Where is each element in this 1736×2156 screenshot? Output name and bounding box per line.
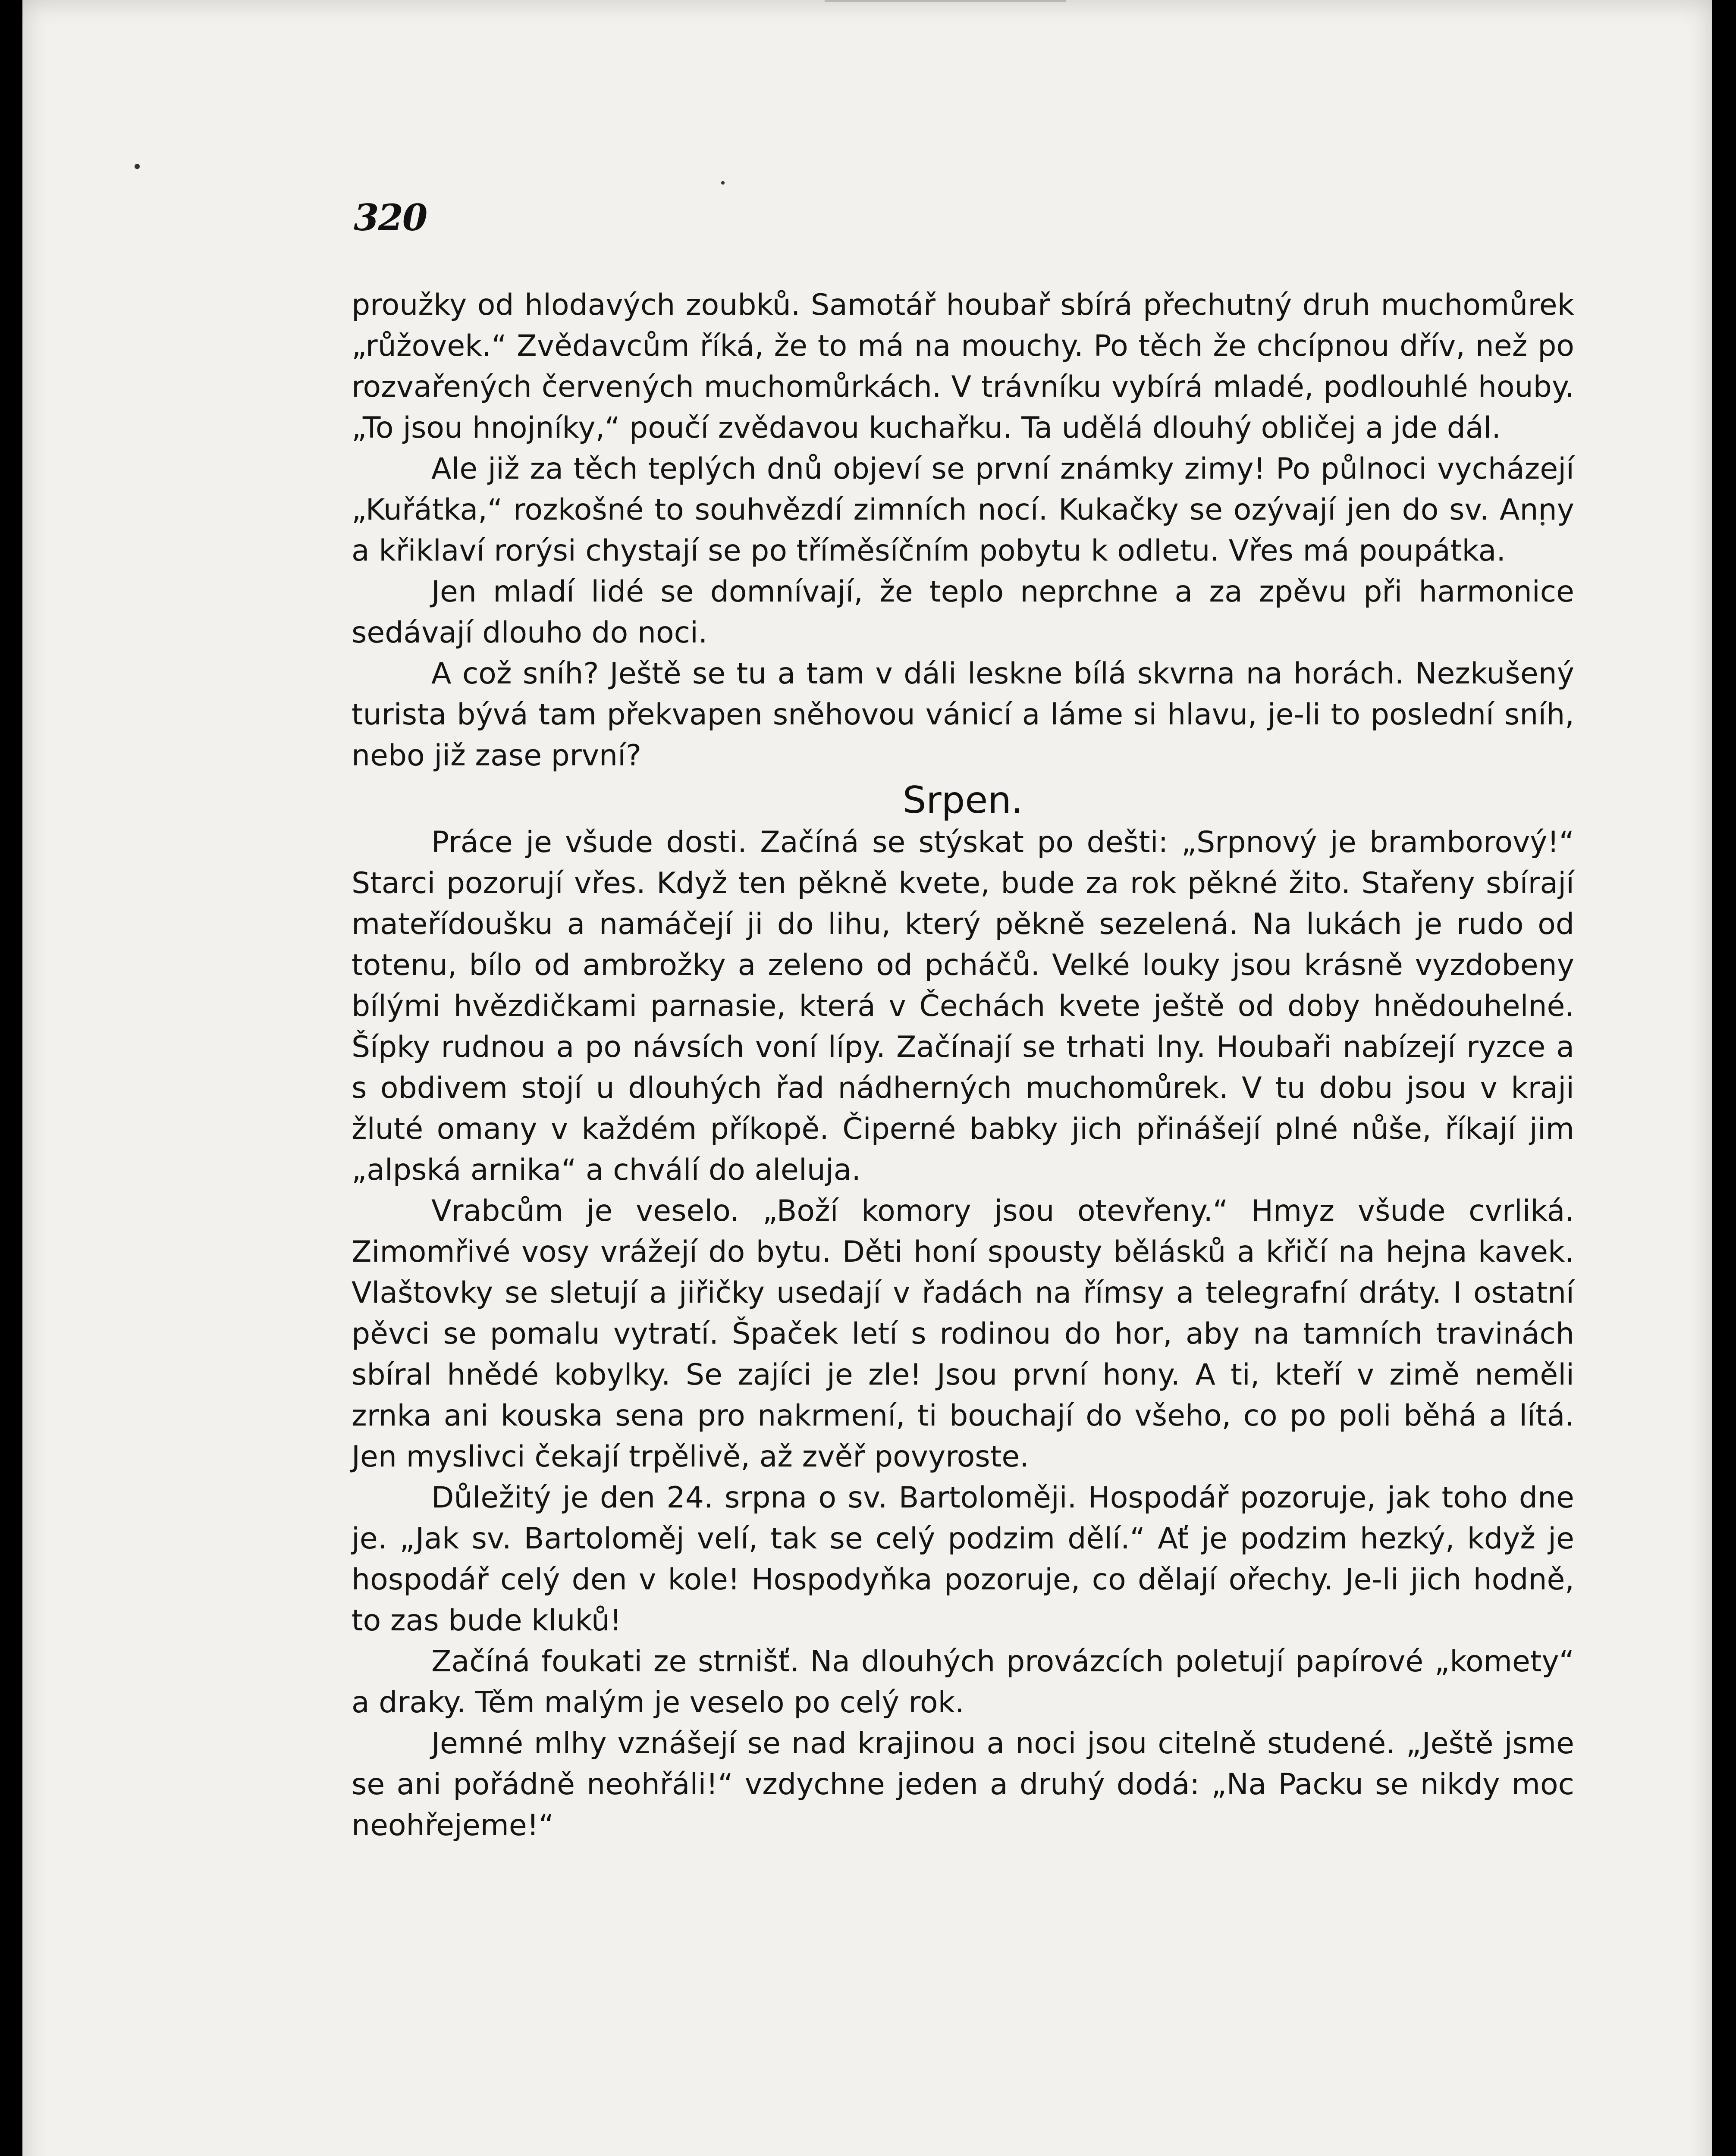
paragraph: Začíná foukati ze strnišť. Na dlouhých provázcích poletují papírové „komety“ a draky. Těm malým je veselo po celý rok.	[352, 1645, 1574, 1720]
section-heading: Srpen.	[902, 779, 1023, 822]
paragraph: Práce je všude dosti. Začíná se stýskat po dešti: „Srpnový je bramborový!“ Starci pozorují vřes. Když ten pěkně kvete, bude za rok pěkné žito. Stařeny sbírají mateřídoušku a namáčejí ji do lihu, který pěkně sezelená. Na lukách je rudo od totenu, bílo od ambrožky a zeleno od pcháčů. Velké louky jsou krásně vyzdobeny bílými hvězdičkami parnasie, která v Čechách kvete ještě od doby hnědouhelné. Šípky rudnou a po návsích voní lípy. Začínají se trhati lny. Houbaři nabízejí ryzce a s obdivem stojí u dlouhých řad nádherných muchomůrek. V tu dobu jsou v kraji žluté omany v každém příkopě. Čiperné babky jich přinášejí plné nůše, říkají jim „alpská arnika“ a chválí do aleluja.	[352, 825, 1574, 1187]
paragraph: Jen mladí lidé se domnívají, že teplo neprchne a za zpěvu při harmonice sedávají dlouho do noci.	[352, 575, 1574, 650]
paragraph: Vrabcům je veselo. „Boží komory jsou otevřeny.“ Hmyz všude cvrliká. Zimomřivé vosy vrážejí do bytu. Děti honí spousty bělásků a křičí na hejna kavek. Vlaštovky se sletují a jiřičky usedají v řadách na římsy a telegrafní dráty. I ostatní pěvci se pomalu vytratí. Špaček letí s rodinou do hor, aby na tamních travinách sbíral hnědé kobylky. Se zajíci je zle! Jsou první hony. A ti, kteří v zimě neměli zrnka ani kouska sena pro nakrmení, ti bouchají do všeho, co po poli běhá a lítá. Jen myslivci čekají trpělivě, až zvěř povyroste.	[352, 1194, 1574, 1474]
paragraph: Jemné mlhy vznášejí se nad krajinou a noci jsou citelně studené. „Ještě jsme se ani pořádně neohřáli!“ vzdychne jeden a druhý dodá: „Na Packu se nikdy moc neohřejeme!“	[352, 1727, 1574, 1843]
page-number: 320	[354, 196, 427, 239]
paragraph: Ale již za těch teplých dnů objeví se první známky zimy! Po půlnoci vycházejí „Kuřátka,“ rozkošné to souhvězdí zimních nocí. Kukačky se ozývají jen do sv. Anny a křiklaví rorýsi chystají se po tříměsíčním pobytu k odletu. Vřes má poupátka.	[352, 452, 1574, 568]
dust-speck	[721, 181, 725, 185]
paragraph: A což sníh? Ještě se tu a tam v dáli leskne bílá skvrna na horách. Nezkušený turista bývá tam překvapen sněhovou vánicí a láme si hlavu, je-li to poslední sníh, nebo již zase první?	[352, 657, 1574, 773]
paragraph: proužky od hlodavých zoubků. Samotář houbař sbírá přechutný druh muchomůrek „růžovek.“ Zvědavcům říká, že to má na mouchy. Po těch že chcípnou dřív, než po rozvařených červených muchomůrkách. V trávníku vybírá mladé, podlouhlé houby. „To jsou hnojníky,“ poučí zvědavou kuchařku. Ta udělá dlouhý obličej a jde dál.	[352, 288, 1574, 445]
dust-speck	[135, 164, 140, 169]
top-edge-smudge	[825, 0, 1066, 36]
paragraph: Důležitý je den 24. srpna o sv. Bartoloměji. Hospodář pozoruje, jak toho dne je. „Jak sv. Bartoloměj velí, tak se celý podzim dělí.“ Ať je podzim hezký, když je hospodář celý den v kole! Hospodyňka pozoruje, co dělají ořechy. Je-li jich hodně, to zas bude kluků!	[352, 1481, 1574, 1638]
body-text	[352, 285, 1574, 1846]
